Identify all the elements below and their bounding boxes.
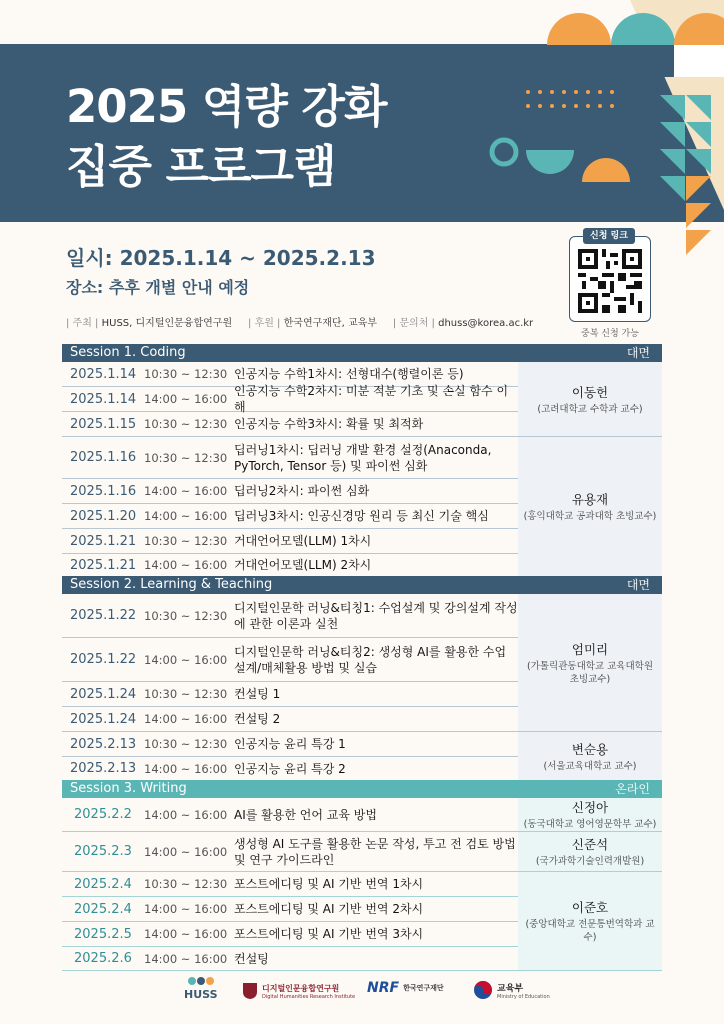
table-row: 2025.2.6 14:00 ~ 16:00 컨설팅: [62, 947, 518, 971]
session3-header: [62, 780, 662, 798]
table-row: 2025.2.13 14:00 ~ 16:00 인공지능 윤리 특강 2: [70, 761, 346, 776]
instructor-cell: 유용재 (홍익대학교 공과대학 초빙교수): [518, 437, 662, 576]
session1-name: Session 1. Coding: [70, 345, 186, 360]
instructor-cell: 엄미리 (가톨릭관동대학교 교육대학원 초빙교수): [518, 594, 662, 732]
table-row: 2025.1.21 14:00 ~ 16:00 거대언어모델(LLM) 2차시: [70, 557, 372, 573]
dhri-logo: 디지털인문융합연구원 Digital Humanities Research Institute: [242, 982, 355, 1000]
page-title-line2: 집중 프로그램: [66, 140, 336, 193]
qr-code-box[interactable]: [569, 236, 651, 322]
qr-note: 중복 신청 가능: [581, 329, 639, 339]
instructor-cell: 신정아 (동국대학교 영어영문학부 교수): [518, 798, 662, 832]
table-row: 2025.2.4 14:00 ~ 16:00 포스트에디팅 및 AI 기반 번역 2차시: [62, 897, 518, 922]
table-row: 2025.2.5 14:00 ~ 16:00 포스트에디팅 및 AI 기반 번역 3차시: [62, 922, 518, 947]
event-place: 장소: 추후 개별 안내 예정: [66, 278, 250, 297]
university-crest-icon: [242, 982, 258, 1000]
table-row: 2025.1.24 10:30 ~ 12:30 컨설팅 1: [62, 682, 518, 707]
session3-table: [62, 798, 662, 970]
organizers-line: [66, 314, 533, 329]
contact-email[interactable]: dhuss@korea.ac.kr: [438, 318, 534, 329]
host: HUSS, 디지털인문융합연구원: [101, 318, 233, 329]
instructor-cell: 이준호 (중앙대학교 전문통번역학과 교수): [518, 872, 662, 971]
session1-table: [62, 362, 662, 576]
table-row: 2025.2.2 14:00 ~ 16:00 AI를 활용한 언어 교육 방법: [62, 798, 518, 832]
table-row: 2025.1.15 10:30 ~ 12:30 인공지능 수학3차시: 확률 및 최적화: [62, 412, 518, 437]
table-row: 2025.1.16 14:00 ~ 16:00 딥러닝2차시: 파이썬 심화: [62, 479, 518, 504]
qr-code-icon: [578, 249, 642, 313]
session3-mode: 온라인: [615, 782, 650, 796]
table-row: 2025.2.4 10:30 ~ 12:30 포스트에디팅 및 AI 기반 번역 1차시: [62, 872, 518, 897]
instructor-cell: 이동헌 (고려대학교 수학과 교수): [518, 362, 662, 437]
qr-label: 신청 링크: [583, 228, 635, 244]
page-title-line1: 2025 역량 강화: [66, 80, 387, 133]
session2-header: [62, 576, 662, 594]
table-row: 2025.1.20 14:00 ~ 16:00 딥러닝3차시: 인공신경망 원리 등 최신 기술 핵심: [62, 504, 518, 529]
table-row: 2025.1.14 10:30 ~ 12:30 인공지능 수학1차시: 선형대수(행렬이론 등): [62, 362, 518, 387]
event-date: 일시: 2025.1.14 ~ 2025.2.13: [66, 246, 376, 270]
moe-logo: 교육부 Ministry of Education: [473, 980, 550, 1000]
table-row: 2025.2.3 14:00 ~ 16:00 생성형 AI 도구를 활용한 논문 작성, 투고 전 검토 방법 및 연구 가이드라인: [62, 832, 518, 872]
huss-logo: HUSS: [184, 974, 218, 1001]
nrf-logo: NRF 한국연구재단: [367, 980, 444, 996]
table-row: 2025.1.24 14:00 ~ 16:00 컨설팅 2: [62, 707, 518, 732]
session2-mode: 대면: [626, 578, 650, 592]
contact-label: | 문의처 |: [392, 318, 435, 329]
session2-table: [62, 594, 662, 780]
instructor-cell: 신준석 (국가과학기술인력개발원): [518, 832, 662, 872]
sponsor: 한국연구재단, 교육부: [283, 318, 377, 329]
table-row: 2025.1.14 14:00 ~ 16:00 인공지능 수학2차시: 미분 적분 기초 및 손실 함수 이해: [62, 387, 518, 412]
session1-header: [62, 344, 662, 362]
table-row: 2025.1.16 10:30 ~ 12:30 딥러닝1차시: 딥러닝 개발 환경 설정(Anaconda, PyTorch, Tensor 등) 및 파이썬 심화: [62, 437, 518, 479]
huss-emblem-icon: [186, 974, 216, 988]
session3-name: Session 3. Writing: [70, 781, 187, 796]
table-row: 2025.1.22 14:00 ~ 16:00 디지털인문학 러닝&티칭2: 생성형 AI를 활용한 수업 설계/매체활용 방법 및 실습: [62, 638, 518, 682]
host-label: | 주최 |: [66, 318, 99, 329]
session2-name: Session 2. Learning & Teaching: [70, 577, 273, 592]
table-row: 2025.2.13 10:30 ~ 12:30 인공지능 윤리 특강 1: [62, 732, 518, 757]
session1-mode: 대면: [626, 346, 650, 360]
table-row: 2025.1.22 10:30 ~ 12:30 디지털인문학 러닝&티칭1: 수업설계 및 강의설계 작성에 관한 이론과 실천: [62, 594, 518, 638]
instructor-cell: 변순용 (서울교육대학교 교수): [518, 732, 662, 780]
taegeuk-emblem-icon: [473, 980, 493, 1000]
sponsor-label: | 후원 |: [248, 318, 281, 329]
table-row: 2025.1.21 10:30 ~ 12:30 거대언어모델(LLM) 1차시: [62, 529, 518, 554]
